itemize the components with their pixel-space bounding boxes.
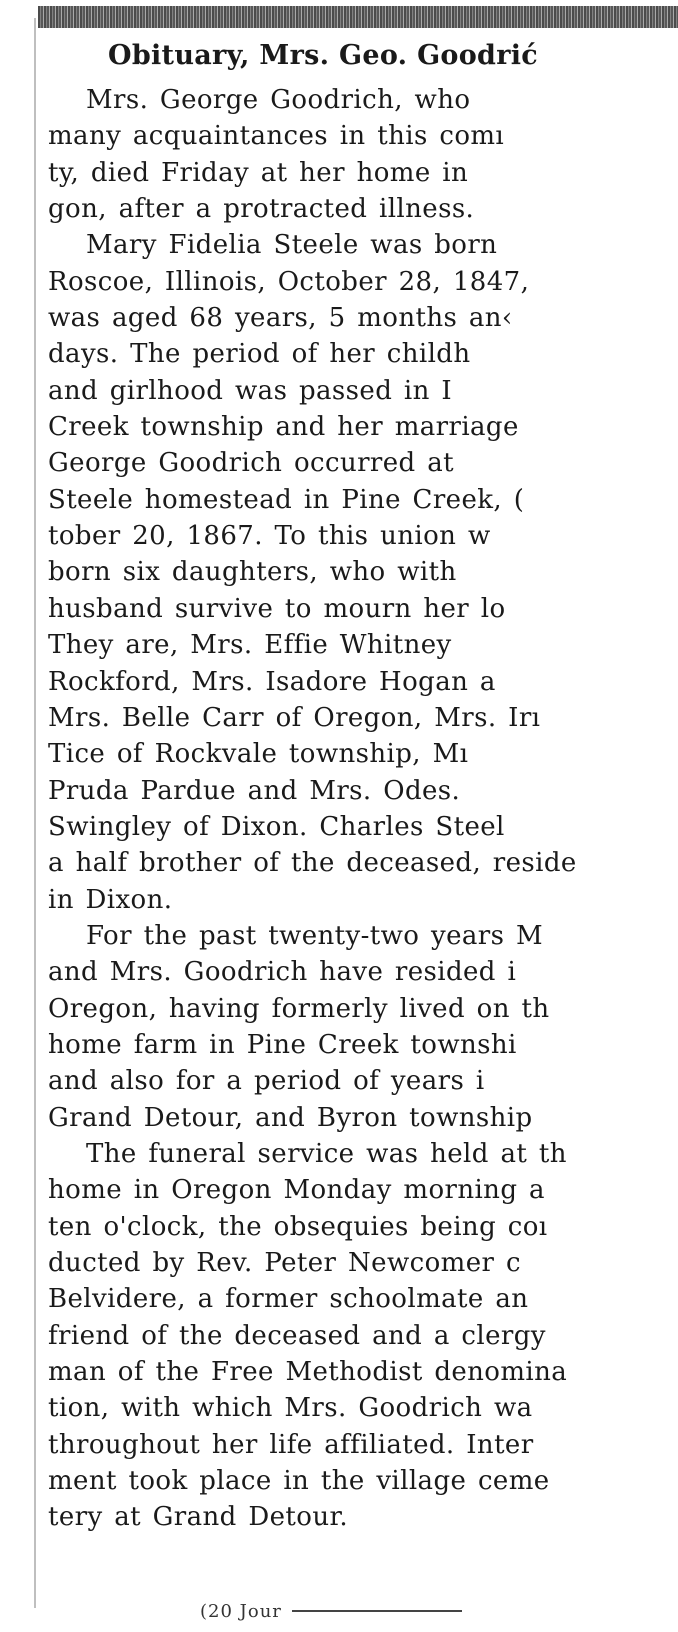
article-line: tober 20, 1867. To this union w bbox=[48, 521, 491, 552]
clipping-top-border bbox=[38, 6, 678, 28]
article-line: man of the Free Methodist denomina bbox=[48, 1357, 568, 1388]
article-line: ty, died Friday at her home in bbox=[48, 157, 469, 188]
article-line: Mary Fidelia Steele was born bbox=[86, 230, 498, 261]
article-body bbox=[46, 82, 678, 1536]
article-line: born six daughters, who with bbox=[48, 557, 457, 588]
clipping-footer bbox=[200, 1596, 462, 1626]
article-line: Creek township and her marriage bbox=[48, 412, 519, 443]
article-headline: Obituary, Mrs. Geo. Goodrić bbox=[108, 40, 539, 71]
column-rule bbox=[34, 18, 36, 1608]
article-line: a half brother of the deceased, reside bbox=[48, 848, 577, 879]
article-line: tery at Grand Detour. bbox=[48, 1502, 349, 1533]
article-line: home farm in Pine Creek townshi bbox=[48, 1029, 517, 1060]
article-line: Mrs. Belle Carr of Oregon, Mrs. Irı bbox=[48, 702, 541, 733]
article-line: friend of the deceased and a clergy bbox=[48, 1320, 546, 1351]
article-line: many acquaintances in this comı bbox=[48, 121, 505, 152]
article-line: They are, Mrs. Effie Whitney bbox=[48, 630, 452, 661]
footer-rule bbox=[292, 1610, 462, 1612]
article-line: ment took place in the village ceme bbox=[48, 1466, 550, 1497]
article-line: and also for a period of years i bbox=[48, 1066, 485, 1097]
article-line: The funeral service was held at th bbox=[86, 1138, 567, 1169]
article-line: in Dixon. bbox=[48, 884, 173, 915]
article-line: Rockford, Mrs. Isadore Hogan a bbox=[48, 666, 496, 697]
article-line: gon, after a protracted illness. bbox=[48, 194, 475, 225]
article-line: Oregon, having formerly lived on th bbox=[48, 993, 550, 1024]
article-line: Swingley of Dixon. Charles Steel bbox=[48, 811, 505, 842]
article-line: throughout her life affiliated. Inter bbox=[48, 1429, 534, 1460]
article-line: Pruda Pardue and Mrs. Odes. bbox=[48, 775, 461, 806]
article-line: tion, with which Mrs. Goodrich wa bbox=[48, 1393, 533, 1424]
article-line: ducted by Rev. Peter Newcomer c bbox=[48, 1248, 521, 1278]
article-line: days. The period of her childh bbox=[48, 339, 471, 370]
article-line: and girlhood was passed in I bbox=[48, 375, 453, 406]
footer-fragment: (20 Jour bbox=[200, 1600, 282, 1622]
article-line: For the past twenty-two years M bbox=[86, 920, 544, 951]
article-line: ten o'clock, the obsequies being coı bbox=[48, 1211, 548, 1242]
article-line: Grand Detour, and Byron township bbox=[48, 1102, 533, 1133]
article-line: Tice of Rockvale township, Mı bbox=[48, 739, 469, 770]
article-line: Steele homestead in Pine Creek, ( bbox=[48, 484, 525, 515]
article-line: Roscoe, Illinois, October 28, 1847, bbox=[48, 266, 530, 297]
article-line: Mrs. George Goodrich, who bbox=[86, 85, 471, 115]
obituary-article bbox=[46, 30, 678, 1590]
article-line: home in Oregon Monday morning a bbox=[48, 1175, 545, 1206]
article-line: George Goodrich occurred at bbox=[48, 448, 454, 479]
article-line: Belvidere, a former schoolmate an bbox=[48, 1284, 529, 1315]
article-line: and Mrs. Goodrich have resided i bbox=[48, 957, 517, 988]
article-line: was aged 68 years, 5 months an‹ bbox=[48, 303, 513, 334]
article-line: husband survive to mourn her lo bbox=[48, 593, 506, 624]
